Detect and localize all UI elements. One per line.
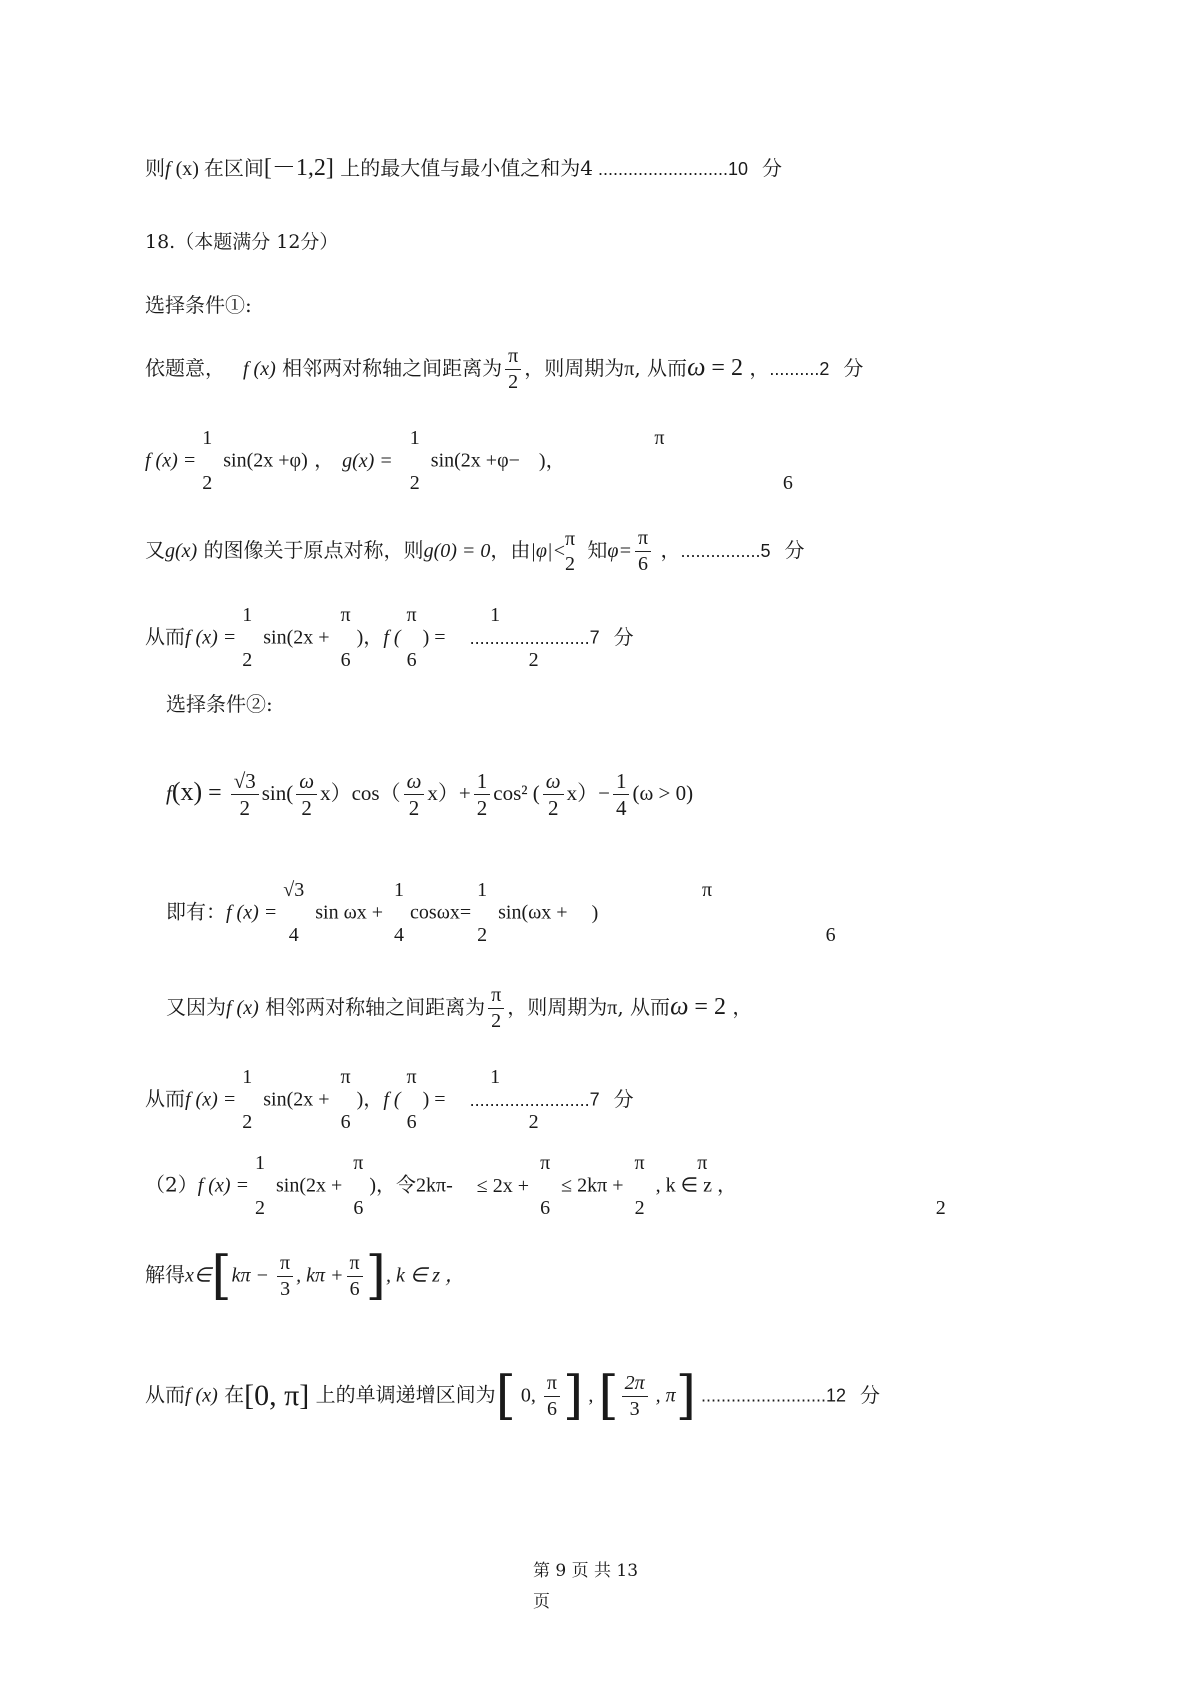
score-unit: 分 — [762, 156, 783, 180]
math: ) — [591, 901, 599, 924]
math-fx: f (x) = — [185, 1088, 237, 1111]
leader-dots: ......................... — [695, 1385, 827, 1406]
math: sin(2x + — [258, 1088, 335, 1111]
math: x）cos（ — [320, 781, 401, 806]
math-fx: f (x) — [185, 1384, 218, 1407]
score-unit: 分 — [843, 356, 864, 380]
math: ≤ 2x + — [471, 1174, 535, 1197]
math: cosωx= — [410, 901, 472, 924]
fraction-omega-2: $\frac{\omega}{2}$ — [296, 770, 317, 819]
line-11 — [166, 985, 752, 1032]
math-fx: f (x) = — [145, 449, 197, 472]
fraction-pi-6: π 6 — [340, 1066, 351, 1133]
right-bracket: ] — [563, 1366, 584, 1426]
math-g0: g(0) = 0 — [423, 540, 491, 562]
text: 的图像关于原点对称，则 — [197, 538, 424, 562]
condition-1-heading: 选择条件①: — [145, 293, 252, 317]
line-7 — [145, 605, 634, 671]
line-10 — [166, 879, 836, 946]
math: x）− — [566, 781, 610, 806]
math: sin(2x +φ) — [218, 449, 308, 472]
math: sin(ωx + — [493, 901, 573, 924]
math-x: (x) — [170, 158, 204, 180]
fraction-1-2: 1 2 — [242, 604, 253, 671]
math: kπ − — [231, 1264, 275, 1287]
math-f: f ( — [383, 1088, 401, 1111]
math-gx: g(x) — [165, 540, 198, 562]
text: 上的最大值与最小值之和为4 — [333, 156, 593, 180]
text: 解得 — [145, 1262, 185, 1287]
text: , 从而 — [617, 995, 671, 1019]
math: ≤ 2kπ + — [556, 1174, 629, 1197]
fraction-sqrt3-2: $\frac{√3}{2}$ — [231, 770, 259, 819]
math: , k ∈ z ， — [385, 1264, 466, 1287]
math: x）+ — [427, 781, 471, 806]
math: = — [202, 780, 228, 807]
fraction-1-2: 1 2 — [490, 1066, 539, 1133]
text: ，则周期为 — [524, 356, 625, 380]
math-interval: [0, π] — [244, 1379, 310, 1412]
math-fx: f (x) = — [185, 626, 237, 649]
line-13 — [145, 1152, 946, 1219]
fraction-pi-2: π 2 — [634, 1152, 645, 1219]
math: )， — [356, 1088, 384, 1111]
fraction-pi-2: $\frac{\pi}{2}$ — [505, 346, 521, 393]
math-phi: |φ|< — [530, 540, 566, 562]
text: 在区间 — [203, 156, 264, 180]
text: 从而 — [145, 1382, 185, 1407]
math: , k ∈ z ， — [650, 1174, 737, 1197]
math: (x) — [171, 777, 203, 807]
fraction-pi-6: π 6 — [340, 604, 351, 671]
math-eq: = 2 — [705, 355, 743, 381]
fraction-1-4: $\frac{1}{4}$ — [613, 770, 630, 819]
math: sin(2x + — [258, 626, 335, 649]
fraction-pi-6: π 6 — [702, 879, 836, 946]
fraction-pi-2: π 2 — [697, 1152, 946, 1219]
score: 10 — [728, 159, 749, 179]
math-fx: f (x) — [243, 358, 276, 380]
text: 从而 — [145, 624, 185, 649]
fraction-pi-2: $\frac{\pi}{2}$ — [488, 985, 504, 1032]
math-interval: [－1,2] — [263, 155, 334, 181]
math-fx: f (x) = — [197, 1174, 249, 1197]
page-number: 第 9 页 共 13 — [533, 1561, 639, 1581]
fraction-pi-6: $\frac{\pi}{6}$ — [347, 1253, 363, 1300]
fraction-pi-6: π 6 — [654, 427, 793, 494]
text: 在 — [217, 1382, 245, 1407]
math: ) = — [422, 1088, 446, 1111]
math-x: x∈ — [185, 1264, 212, 1287]
line-4 — [145, 346, 863, 393]
fraction-2pi-3: $\frac{2\pi}{3}$ — [622, 1373, 648, 1420]
fraction-omega-2: $\frac{\omega}{2}$ — [404, 770, 425, 819]
text: ， — [725, 995, 753, 1019]
text: ， — [742, 356, 770, 380]
math-f: f — [166, 781, 172, 806]
fraction-1-2: 1 2 — [254, 1152, 265, 1219]
math-pi: π — [624, 358, 635, 380]
math: )， — [538, 449, 566, 472]
math-pi: π — [607, 997, 618, 1019]
text: 则 — [145, 156, 165, 180]
score: 7 — [589, 1089, 600, 1110]
text: 又因为 — [166, 995, 226, 1019]
math: sin(2x + — [270, 1174, 348, 1197]
line-1 — [145, 156, 782, 180]
text: , 从而 — [634, 356, 688, 380]
text: ，则周期为 — [507, 995, 608, 1019]
text: ， — [654, 538, 681, 562]
fraction-pi-6: π 6 — [540, 1152, 551, 1219]
math: sin( — [261, 781, 294, 806]
score-unit: 分 — [613, 624, 634, 649]
math-f: f — [165, 158, 171, 180]
text: 即有： — [166, 899, 226, 924]
leader-dots: ........................ — [464, 627, 590, 648]
fraction-omega-2: $\frac{\omega}{2}$ — [543, 770, 564, 819]
leader-dots: ................ — [680, 541, 761, 561]
math: sin(2x +φ− — [425, 449, 520, 472]
fraction-1-2: 1 2 — [477, 879, 488, 946]
right-bracket: ] — [675, 1366, 696, 1426]
math: cos² ( — [493, 781, 540, 806]
math-omega: ω — [670, 991, 689, 1020]
math: , π — [650, 1384, 676, 1407]
left-bracket: [ — [598, 1366, 619, 1426]
fraction-1-2: $\frac{1}{2}$ — [474, 770, 491, 819]
score: 12 — [826, 1385, 847, 1406]
math: sin ωx + — [310, 901, 389, 924]
math-eq: = 2 — [688, 994, 726, 1020]
score: 2 — [819, 359, 830, 379]
left-bracket: [ — [495, 1366, 516, 1426]
math-gx: g(x) = — [342, 449, 393, 472]
line-9 — [166, 770, 693, 819]
line-5 — [145, 427, 793, 494]
page-number-suffix: 页 — [533, 1592, 550, 1612]
math-phi: φ= — [607, 540, 632, 562]
math-f: f ( — [383, 626, 401, 649]
fraction-pi-6: π 6 — [406, 1066, 417, 1133]
score: 7 — [589, 627, 600, 648]
fraction-pi-6: $\frac{\pi}{6}$ — [635, 528, 651, 575]
fraction-pi-6: π 6 — [353, 1152, 364, 1219]
text: ，由 — [490, 538, 531, 562]
fraction-pi-6: π 6 — [406, 604, 417, 671]
question-heading: 18.（本题满分 12分） — [145, 231, 339, 253]
fraction-sqrt3-4: √3 4 — [283, 879, 305, 946]
math-omega: ω — [687, 352, 706, 381]
fraction-1-2: 1 2 — [409, 427, 420, 494]
math-condition: (ω > 0) — [632, 781, 694, 806]
fraction-1-2: 1 2 — [202, 427, 213, 494]
fraction-pi-2: π 2 — [564, 527, 576, 575]
text: 相邻两对称轴之间距离为 — [258, 995, 486, 1019]
text: 知 — [581, 538, 608, 562]
text: 又 — [145, 538, 165, 562]
line-12 — [145, 1067, 634, 1133]
score-unit: 分 — [613, 1086, 634, 1111]
left-bracket: [ — [211, 1246, 232, 1306]
math: , kπ + — [296, 1264, 344, 1287]
leader-dots: .......... — [769, 359, 820, 379]
text: ， — [307, 447, 335, 472]
text: 相邻两对称轴之间距离为 — [275, 356, 503, 380]
score-unit: 分 — [860, 1382, 881, 1407]
line-14 — [145, 1246, 466, 1306]
score-unit: 分 — [784, 538, 805, 562]
right-bracket: ] — [365, 1246, 386, 1306]
condition-2-heading: 选择条件②: — [166, 692, 273, 716]
math: 0, — [515, 1384, 541, 1407]
fraction-1-2: 1 2 — [490, 604, 539, 671]
score: 5 — [760, 541, 771, 561]
math: ) = — [422, 626, 446, 649]
text: （2） — [145, 1172, 198, 1197]
fraction-pi-6: $\frac{\pi}{6}$ — [544, 1373, 560, 1420]
math-fx: f (x) — [226, 997, 259, 1019]
math-fx: f (x) = — [226, 901, 278, 924]
leader-dots: ........................ — [464, 1089, 590, 1110]
text: 依题意， — [145, 356, 225, 380]
math: , — [583, 1384, 599, 1407]
fraction-1-2: 1 2 — [242, 1066, 253, 1133]
line-6 — [145, 528, 804, 575]
text: 从而 — [145, 1086, 185, 1111]
math: )，令2kπ- — [369, 1174, 453, 1197]
fraction-pi-3: $\frac{\pi}{3}$ — [277, 1253, 293, 1300]
fraction-1-4: 1 4 — [394, 879, 405, 946]
text: 上的单调递增区间为 — [309, 1382, 496, 1407]
math: )， — [356, 626, 384, 649]
line-15 — [145, 1366, 881, 1426]
leader-dots: .......................... — [592, 159, 728, 179]
